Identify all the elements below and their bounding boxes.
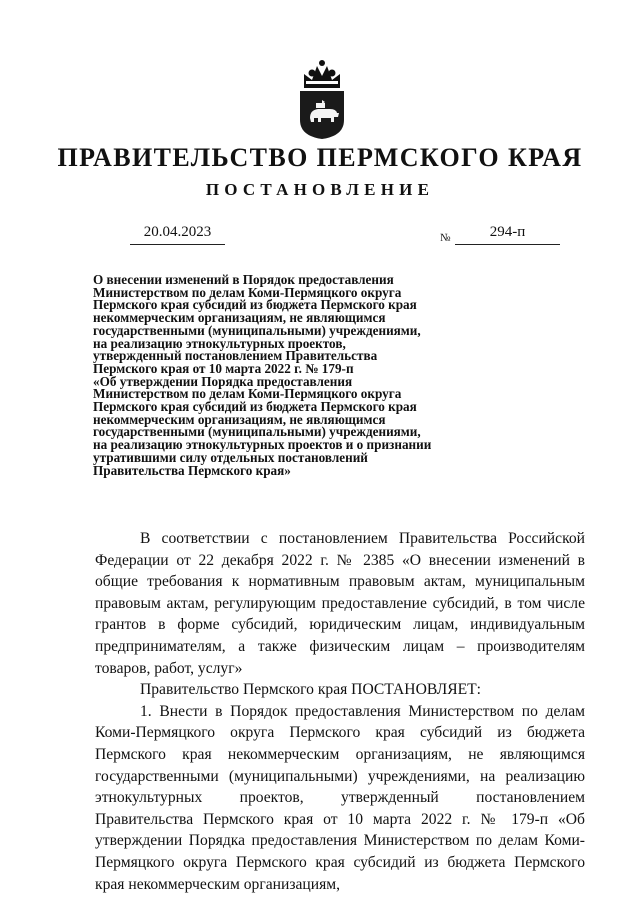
subject-line: утратившими силу отдельных постановлений bbox=[93, 449, 368, 465]
subject-line: «Об утверждении Порядка предоставления bbox=[93, 373, 353, 389]
subject-line: на реализацию этнокультурных проектов, bbox=[93, 335, 346, 351]
organization-title: ПРАВИТЕЛЬСТВО ПЕРМСКОГО КРАЯ bbox=[57, 143, 583, 172]
document-subject bbox=[93, 274, 513, 477]
document-type: ПОСТАНОВЛЕНИЕ bbox=[205, 180, 435, 199]
item-1-paragraph: 1. Внести в Порядок предоставления Министерством по делам Коми-Пермяцкого округа Пермского края субсидий из бюджета Пермского края некоммерческим организациям, не являющимся государственными (муниципальными) учреждениями, на реализацию этнокультурных проектов, утвержденный постановлением Правительства Пермского края от 10 марта 2022 г. № 179-п «Об утверждении Порядка предоставления Министерством по делам Коми-Пермяцкого округа Пермского края субсидий из бюджета Пермского края некоммерческим организациям, bbox=[95, 702, 585, 893]
resolves-paragraph: Правительство Пермского края ПОСТАНОВЛЯЕТ: bbox=[140, 681, 481, 699]
subject-line: некоммерческим организациям, не являющимся bbox=[93, 310, 386, 326]
subject-line: на реализацию этнокультурных проектов и о признании bbox=[93, 437, 432, 453]
subject-line: государственными (муниципальными) учреждениями, bbox=[93, 322, 421, 338]
subject-line: Пермского края субсидий из бюджета Пермского края bbox=[93, 297, 417, 313]
subject-line: Министерством по делам Коми-Пермяцкого округа bbox=[93, 284, 402, 300]
document-date: 20.04.2023 bbox=[130, 224, 225, 245]
subject-line: государственными (муниципальными) учреждениями, bbox=[93, 424, 421, 440]
subject-line: некоммерческим организациям, не являющимся bbox=[93, 411, 386, 427]
perm-krai-coat-of-arms-icon bbox=[296, 58, 348, 140]
document-number: 294-п bbox=[455, 224, 560, 245]
subject-line: Пермского края субсидий из бюджета Пермского края bbox=[93, 399, 417, 415]
document-body bbox=[95, 528, 585, 895]
subject-line: утвержденный постановлением Правительства bbox=[93, 348, 378, 364]
subject-line: Правительства Пермского края» bbox=[93, 462, 291, 478]
number-sign: № bbox=[440, 232, 451, 244]
subject-line: Пермского края от 10 марта 2022 г. № 179-п bbox=[93, 360, 354, 376]
subject-line: Министерством по делам Коми-Пермяцкого округа bbox=[93, 386, 402, 402]
preamble-paragraph: В соответствии с постановлением Правительства Российской Федерации от 22 декабря 2022 г. № 2385 «О внесении изменений в общие требования к нормативным правовым актам, муниципальным правовым актам, регулирующим предоставление субсидий, в том числе грантов в форме субсидий, юридическим лицам, индивидуальным предпринимателям, а также физическим лицам – производителям товаров, работ, услуг» bbox=[95, 530, 585, 677]
subject-line: О внесении изменений в Порядок предоставления bbox=[93, 272, 394, 287]
